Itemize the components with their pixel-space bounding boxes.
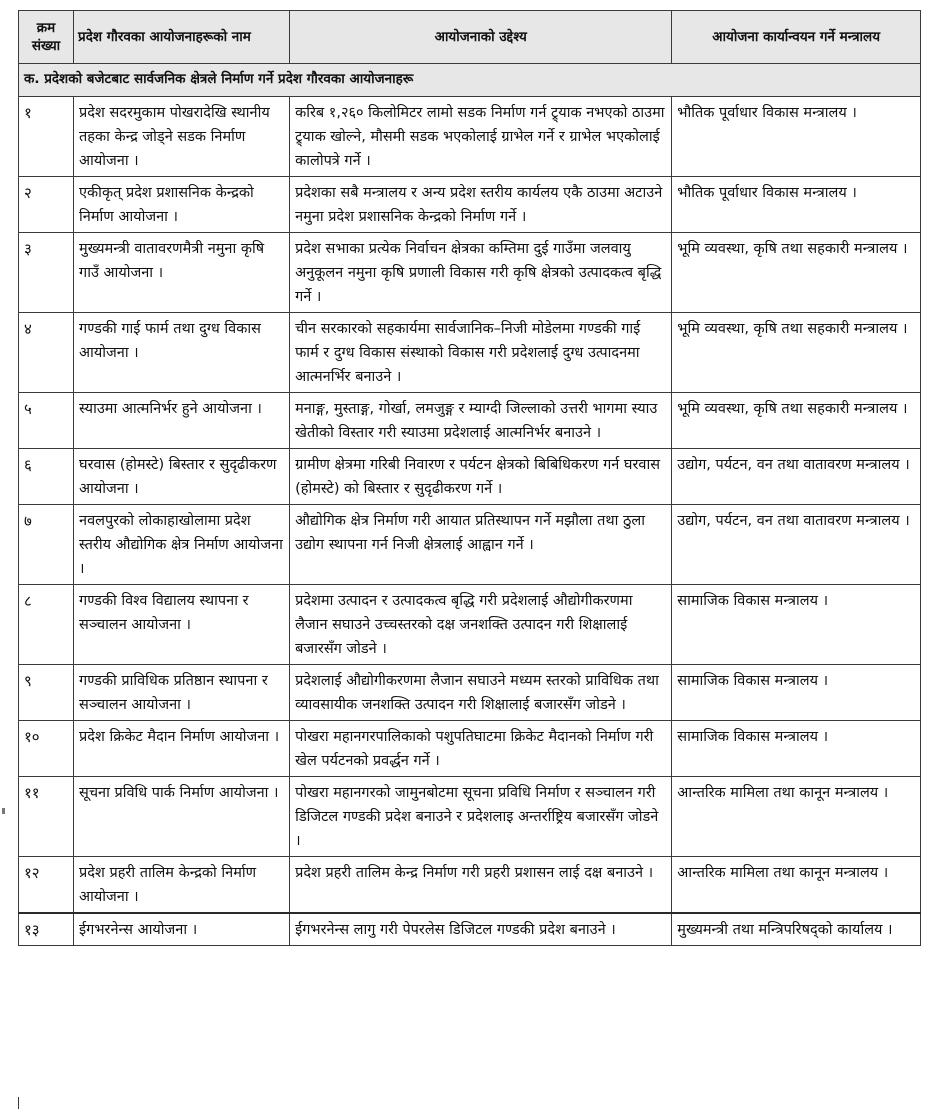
cell-ministry: भूमि व्यवस्था, कृषि तथा सहकारी मन्त्रालय । <box>672 313 921 393</box>
cell-ministry: सामाजिक विकास मन्त्रालय । <box>672 721 921 777</box>
cell-ministry: मुख्यमन्त्री तथा मन्त्रिपरिषद्को कार्यालय । <box>672 913 921 946</box>
cell-objective: ग्रामीण क्षेत्रमा गरिबी निवारण र पर्यटन क्षेत्रको बिबिधिकरण गर्न घरवास (होमस्टे) को बिस्तार र सुदृढीकरण गर्ने । <box>290 449 672 505</box>
table-row <box>19 777 921 857</box>
cell-ministry: भौतिक पूर्वाधार विकास मन्त्रालय । <box>672 97 921 177</box>
table-row <box>19 449 921 505</box>
cell-sn: २ <box>19 177 74 233</box>
cell-objective: प्रदेश सभाका प्रत्येक निर्वाचन क्षेत्रका कम्तिमा दुई गाउँमा जलवायु अनुकूलन नमुना कृषि प्रणाली विकास गरी कृषि क्षेत्रको उत्पादकत्व बृद्धि गर्ने । <box>290 233 672 313</box>
cell-objective: औद्योगिक क्षेत्र निर्माण गरी आयात प्रतिस्थापन गर्ने मझौला तथा ठुला उद्योग स्थापना गर्न निजी क्षेत्रलाई आह्वान गर्ने । <box>290 505 672 585</box>
cell-objective: पोखरा महानगरपालिकाको पशुपतिघाटमा क्रिकेट मैदानको निर्माण गरी खेल पर्यटनको प्रवर्द्धन गर्ने । <box>290 721 672 777</box>
cell-project-name: नवलपुरको लोकाहाखोलामा प्रदेश स्तरीय औद्योगिक क्षेत्र निर्माण आयोजना । <box>74 505 290 585</box>
table-row <box>19 393 921 449</box>
cell-sn: ७ <box>19 505 74 585</box>
margin-mark <box>2 808 5 814</box>
cell-sn: १२ <box>19 857 74 914</box>
table-row <box>19 913 921 946</box>
cell-sn: ४ <box>19 313 74 393</box>
cell-objective: करिब १,२६० किलोमिटर लामो सडक निर्माण गर्न ट्र्याक नभएको ठाउमा ट्र्याक खोल्ने, मौसमी सडक भएकोलाई ग्राभेल गर्ने र ग्राभेल भएकोलाई कालोपत्रे गर्ने । <box>290 97 672 177</box>
cell-project-name: घरवास (होमस्टे) बिस्तार र सुदृढीकरण आयोजना । <box>74 449 290 505</box>
cell-objective: प्रदेश प्रहरी तालिम केन्द्र निर्माण गरी प्रहरी प्रशासन लाई दक्ष बनाउने । <box>290 857 672 914</box>
projects-table <box>18 10 921 946</box>
cell-sn: ३ <box>19 233 74 313</box>
table-row <box>19 505 921 585</box>
table-header-row <box>19 11 921 64</box>
cell-project-name: गण्डकी प्राविधिक प्रतिष्ठान स्थापना र सञ्चालन आयोजना । <box>74 665 290 721</box>
table-row <box>19 585 921 665</box>
cell-project-name: प्रदेश सदरमुकाम पोखरादेखि स्थानीय तहका केन्द्र जोड्ने सडक निर्माण आयोजना । <box>74 97 290 177</box>
cell-ministry: उद्योग, पर्यटन, वन तथा वातावरण मन्त्रालय । <box>672 505 921 585</box>
cell-sn: ८ <box>19 585 74 665</box>
header-ministry: आयोजना कार्यान्वयन गर्ने मन्त्रालय <box>672 11 921 64</box>
cell-objective: पोखरा महानगरको जामुनबोटमा सूचना प्रविधि निर्माण र सञ्चालन गरी डिजिटल गण्डकी प्रदेश बनाउने र प्रदेशलाइ अन्तर्राष्ट्रिय बजारसँग जोडने । <box>290 777 672 857</box>
cell-sn: ९ <box>19 665 74 721</box>
table-row <box>19 97 921 177</box>
cell-objective: प्रदेशका सबै मन्त्रालय र अन्य प्रदेश स्तरीय कार्यलय एकै ठाउमा अटाउने नमुना प्रदेश प्रशासनिक केन्द्रको निर्माण गर्ने । <box>290 177 672 233</box>
cell-objective: चीन सरकारको सहकार्यमा सार्वजानिक–निजी मोडेलमा गण्डकी गाई फार्म र दुग्ध विकास संस्थाको विकास गरी प्रदेशलाई दुग्ध उत्पादनमा आत्मनर्भिर बनाउने । <box>290 313 672 393</box>
cell-sn: १ <box>19 97 74 177</box>
table-row <box>19 177 921 233</box>
cell-sn: ६ <box>19 449 74 505</box>
cell-project-name: प्रदेश प्रहरी तालिम केन्द्रको निर्माण आयोजना । <box>74 857 290 914</box>
cell-ministry: सामाजिक विकास मन्त्रालय । <box>672 585 921 665</box>
next-table-edge <box>18 1097 922 1109</box>
cell-ministry: भौतिक पूर्वाधार विकास मन्त्रालय । <box>672 177 921 233</box>
cell-ministry: भूमि व्यवस्था, कृषि तथा सहकारी मन्त्रालय । <box>672 233 921 313</box>
cell-project-name: गण्डकी गाई फार्म तथा दुग्ध विकास आयोजना । <box>74 313 290 393</box>
cell-sn: १३ <box>19 913 74 946</box>
cell-ministry: भूमि व्यवस्था, कृषि तथा सहकारी मन्त्रालय । <box>672 393 921 449</box>
cell-objective: ईगभरनेन्स लागु गरी पेपरलेस डिजिटल गण्डकी प्रदेश बनाउने । <box>290 913 672 946</box>
table-row <box>19 857 921 914</box>
section-row <box>19 64 921 97</box>
header-sn: क्रम संख्या <box>19 11 74 64</box>
cell-project-name: सूचना प्रविधि पार्क निर्माण आयोजना । <box>74 777 290 857</box>
header-name: प्रदेश गौरवका आयोजनाहरूको नाम <box>74 11 290 64</box>
cell-project-name: स्याउमा आत्मनिर्भर हुने आयोजना । <box>74 393 290 449</box>
cell-project-name: गण्डकी विश्व विद्यालय स्थापना र सञ्चालन आयोजना । <box>74 585 290 665</box>
cell-project-name: मुख्यमन्त्री वातावरणमैत्री नमुना कृषि गाउँ आयोजना । <box>74 233 290 313</box>
cell-sn: ११ <box>19 777 74 857</box>
table-row <box>19 313 921 393</box>
cell-project-name: प्रदेश क्रिकेट मैदान निर्माण आयोजना । <box>74 721 290 777</box>
cell-sn: ५ <box>19 393 74 449</box>
table-row <box>19 665 921 721</box>
header-objective: आयोजनाको उद्देश्य <box>290 11 672 64</box>
cell-project-name: एकीकृत् प्रदेश प्रशासनिक केन्द्रको निर्माण आयोजना । <box>74 177 290 233</box>
cell-ministry: सामाजिक विकास मन्त्रालय । <box>672 665 921 721</box>
cell-ministry: उद्योग, पर्यटन, वन तथा वातावरण मन्त्रालय । <box>672 449 921 505</box>
cell-objective: प्रदेशलाई औद्योगीकरणमा लैजान सघाउने मध्यम स्तरको प्राविधिक तथा व्यावसायीक जनशक्ति उत्पादन गरी शिक्षालाई बजारसँग जोडने । <box>290 665 672 721</box>
section-title: क. प्रदेशको बजेटबाट सार्वजनिक क्षेत्रले निर्माण गर्ने प्रदेश गौरवका आयोजनाहरू <box>19 64 921 97</box>
cell-objective: प्रदेशमा उत्पादन र उत्पादकत्व बृद्धि गरी प्रदेशलाई औद्योगीकरणमा लैजान सघाउने उच्चस्तरको दक्ष जनशक्ति उत्पादन गरी शिक्षालाई बजारसँग जोडने । <box>290 585 672 665</box>
table-row <box>19 233 921 313</box>
table-row <box>19 721 921 777</box>
cell-project-name: ईगभरनेन्स आयोजना । <box>74 913 290 946</box>
cell-ministry: आन्तरिक मामिला तथा कानून मन्त्रालय । <box>672 857 921 914</box>
cell-ministry: आन्तरिक मामिला तथा कानून मन्त्रालय । <box>672 777 921 857</box>
cell-objective: मनाङ्ग, मुस्ताङ्ग, गोर्खा, लमजुङ्ग र म्याग्दी जिल्लाको उत्तरी भागमा स्याउ खेतीको विस्तार गरी स्याउमा प्रदेशलाई आत्मनिर्भर बनाउने । <box>290 393 672 449</box>
cell-sn: १० <box>19 721 74 777</box>
